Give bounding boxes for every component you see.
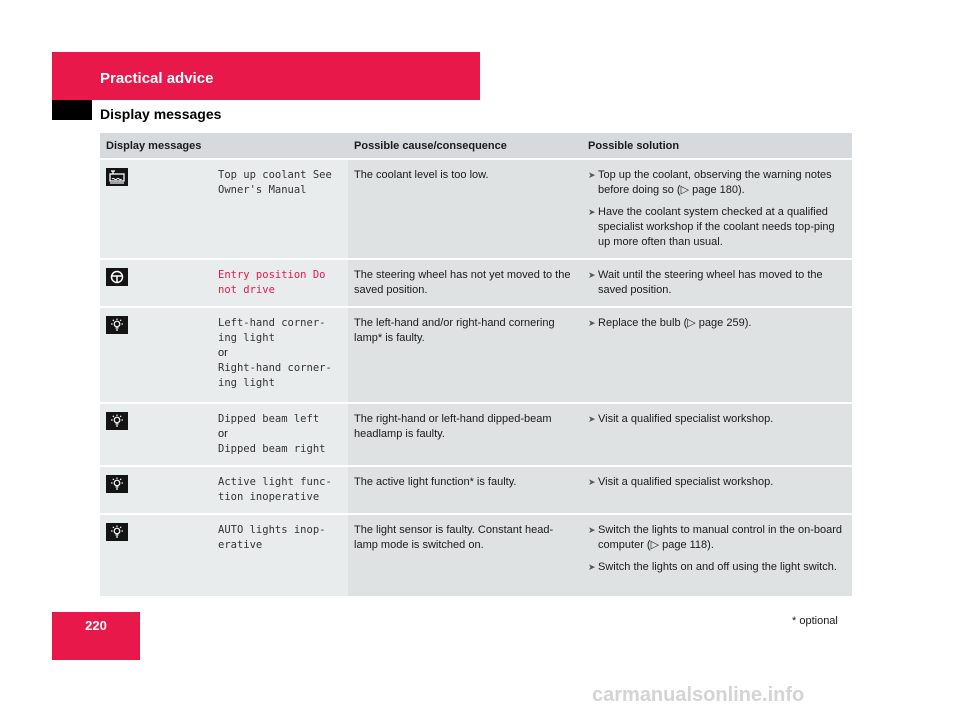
table-row (100, 307, 852, 403)
arrow-icon: ➤ (588, 562, 596, 572)
table-row (100, 514, 852, 596)
solution-item: ➤ Replace the bulb (▷ page 259). (588, 317, 752, 329)
message-line: not drive (218, 284, 275, 296)
arrow-icon: ➤ (588, 318, 596, 328)
cause-cell: The steering wheel has not yet moved to the saved position. (348, 259, 582, 307)
arrow-icon: ➤ (588, 270, 596, 280)
light-bulb-icon (106, 475, 128, 493)
message-line: tion inoperative (218, 491, 320, 503)
cause-cell: The coolant level is too low. (348, 159, 582, 259)
message-line: Active light func- (218, 476, 332, 488)
arrow-icon: ➤ (588, 414, 596, 424)
table-row (100, 159, 852, 259)
or-label: or (218, 428, 228, 440)
message-line: Dipped beam left (218, 413, 320, 425)
solution-item: ➤ Switch the lights to manual control in the on-board computer (▷ page 118). (588, 524, 842, 551)
page-number: 220 (85, 618, 107, 633)
message-line: AUTO lights inop- (218, 524, 326, 536)
table-row (100, 466, 852, 514)
solution-item: ➤ Visit a qualified specialist workshop. (588, 476, 774, 488)
solution-item: ➤ Top up the coolant, observing the warning notes before doing so (▷ page 180). (588, 169, 832, 196)
light-bulb-icon (106, 412, 128, 430)
or-label: or (218, 347, 228, 359)
light-bulb-icon (106, 523, 128, 541)
steering-wheel-icon (106, 268, 128, 286)
cause-cell: The right-hand or left-hand dipped-beam headlamp is faulty. (348, 403, 582, 466)
message-line: Dipped beam right (218, 443, 326, 455)
black-tab (52, 100, 92, 120)
solution-item: ➤ Wait until the steering wheel has moved to the saved position. (588, 269, 823, 296)
light-bulb-icon (106, 316, 128, 334)
cause-cell: The active light function* is faulty. (348, 466, 582, 514)
solution-item: ➤ Switch the lights on and off using the light switch. (588, 561, 837, 573)
arrow-icon: ➤ (588, 207, 596, 217)
message-line: erative (218, 539, 263, 551)
header-possible-solution: Possible solution (582, 133, 852, 159)
table-row (100, 403, 852, 466)
header-display-messages: Display messages (100, 133, 348, 159)
footnote: * optional (792, 615, 838, 627)
watermark: carmanualsonline.info (592, 684, 805, 706)
page-subtitle: Display messages (100, 106, 222, 122)
arrow-icon: ➤ (588, 477, 596, 487)
table-row (100, 259, 852, 307)
solution-item: ➤ Have the coolant system checked at a qualified specialist workshop if the coolant needs top-ping up more often than usual. (588, 206, 835, 248)
display-messages-table (100, 133, 852, 596)
message-line: Top up coolant See (218, 169, 332, 181)
arrow-icon: ➤ (588, 525, 596, 535)
arrow-icon: ➤ (588, 170, 596, 180)
message-line: Entry position Do (218, 269, 326, 281)
section-title: Practical advice (100, 70, 214, 87)
solution-item: ➤ Visit a qualified specialist workshop. (588, 413, 774, 425)
message-line: ing light (218, 377, 275, 389)
message-line: ing light (218, 332, 275, 344)
table-header-row (100, 133, 852, 159)
header-possible-cause: Possible cause/consequence (348, 133, 582, 159)
message-line: Owner's Manual (218, 184, 307, 196)
cause-cell: The light sensor is faulty. Constant head-lamp mode is switched on. (348, 514, 582, 596)
coolant-level-icon (106, 168, 128, 186)
message-line: Right-hand corner- (218, 362, 332, 374)
message-line: Left-hand corner- (218, 317, 326, 329)
cause-cell: The left-hand and/or right-hand cornering lamp* is faulty. (348, 307, 582, 403)
